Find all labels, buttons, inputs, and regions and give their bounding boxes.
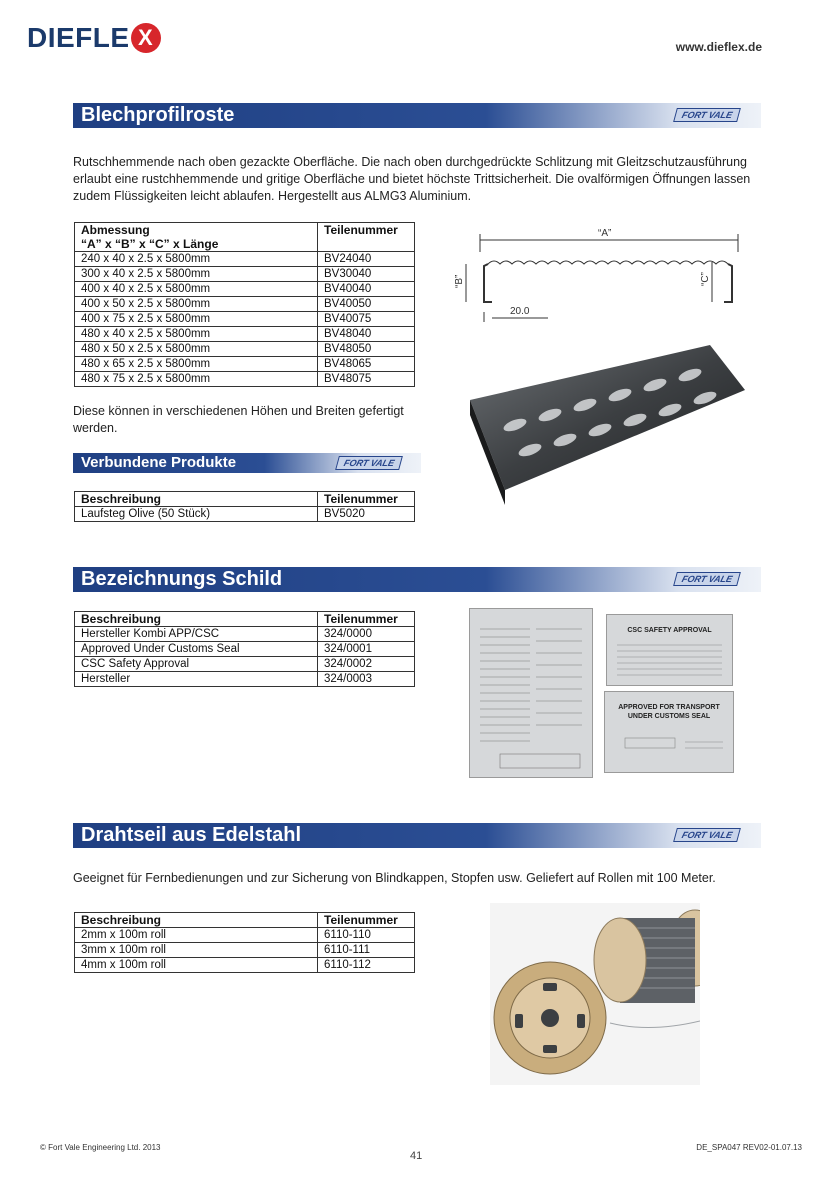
cell-description: Hersteller Kombi APP/CSC [75,627,318,642]
cell-dimension: 480 x 65 x 2.5 x 5800mm [75,357,318,372]
column-header-dimension-line2: “A” x “B” x “C” x Länge [81,237,219,251]
cell-dimension: 480 x 75 x 2.5 x 5800mm [75,372,318,387]
cell-partnumber: BV40075 [318,312,415,327]
draht-intro: Geeignet für Fernbedienungen und zur Sicherung von Blindkappen, Stopfen usw. Geliefert auf Rollen mit 100 Meter. [73,871,716,885]
cell-partnumber: 324/0002 [318,657,415,672]
label-20: 20.0 [510,306,530,317]
column-header-dimension-line1: Abmessung [81,223,150,237]
serrated-top-edge [488,261,728,264]
table-row [75,958,415,973]
cell-partnumber: BV48050 [318,342,415,357]
website-url[interactable]: www.dieflex.de [675,40,762,54]
label-a: “A” [598,228,612,239]
table-row [75,943,415,958]
cell-partnumber: BV40050 [318,297,415,312]
column-header-partnumber: Teilenummer [318,612,415,627]
section-title: Blechprofilroste [81,104,235,126]
cell-partnumber: BV48040 [318,327,415,342]
table-header-row [75,492,415,507]
cell-partnumber: BV48065 [318,357,415,372]
table-row [75,372,415,387]
column-header-description: Beschreibung [75,913,318,928]
draht-table [74,912,415,973]
cell-description: Hersteller [75,672,318,687]
cell-partnumber: 6110-110 [318,928,415,943]
label-b: “B” [454,274,465,288]
logo-text: DIEFLE [27,22,130,53]
cell-partnumber: BV40040 [318,282,415,297]
left-flange [484,264,492,302]
table-row [75,627,415,642]
section-banner-blech [73,103,761,128]
plate-csc-lines [607,615,732,685]
column-header-description: Beschreibung [75,612,318,627]
footer-document-ref: DE_SPA047 REV02-01.07.13 [696,1143,802,1152]
label-c: “C” [700,272,711,286]
cell-dimension: 480 x 50 x 2.5 x 5800mm [75,342,318,357]
cell-description: 4mm x 100m roll [75,958,318,973]
column-header-description: Beschreibung [75,492,318,507]
table-row [75,252,415,267]
cell-dimension: 480 x 40 x 2.5 x 5800mm [75,327,318,342]
cell-partnumber: BV48075 [318,372,415,387]
fort-vale-badge: FORT VALE [673,108,741,122]
cell-dimension: 400 x 75 x 2.5 x 5800mm [75,312,318,327]
blech-table [74,222,415,387]
page-number: 41 [410,1150,423,1162]
table-row [75,357,415,372]
plate-lines [470,609,592,777]
right-flange [724,264,732,302]
cell-partnumber: 324/0003 [318,672,415,687]
column-header-dimension [75,223,318,252]
column-header-partnumber: Teilenummer [318,492,415,507]
table-header-row [75,913,415,928]
schild-table [74,611,415,687]
grating-surface [470,345,745,490]
table-row [75,297,415,312]
fort-vale-badge: FORT VALE [673,572,741,586]
column-header-partnumber: Teilenummer [318,913,415,928]
cell-description: CSC Safety Approval [75,657,318,672]
dieflex-logo [27,22,161,54]
table-row [75,642,415,657]
cell-dimension: 240 x 40 x 2.5 x 5800mm [75,252,318,267]
fort-vale-badge: FORT VALE [335,456,403,470]
table-row [75,327,415,342]
table-row [75,267,415,282]
plate-customs-title-1: APPROVED FOR TRANSPORT [618,704,720,711]
cell-partnumber: BV5020 [318,507,415,522]
cell-partnumber: BV24040 [318,252,415,267]
table-row [75,672,415,687]
cell-partnumber: 324/0001 [318,642,415,657]
section-banner-related [73,453,421,473]
grating-photo [460,340,750,510]
cell-description: Approved Under Customs Seal [75,642,318,657]
section-banner-schild [73,567,761,592]
cell-description: 3mm x 100m roll [75,943,318,958]
table-header-row [75,223,415,252]
cell-description: Laufsteg Olive (50 Stück) [75,507,318,522]
cell-dimension: 400 x 50 x 2.5 x 5800mm [75,297,318,312]
table-row [75,282,415,297]
plate-csc-image [606,614,733,686]
related-table [74,491,415,522]
blech-intro: Rutschhemmende nach oben gezackte Oberfläche. Die nach oben durchgedrückte Schlitzung mit Gleitzschutzausführung erlaubt eine rustchhemmende und gritige Oberfläche und bietet höchste Trittsicherheit. Die ovalförmigen Öffnungen lassen zudem Flüssigkeiten leicht ablaufen. Hergestellt aus ALMG3 Aluminium. [73,155,751,203]
cell-description: 2mm x 100m roll [75,928,318,943]
plate-customs-lines [605,692,733,772]
cell-dimension: 300 x 40 x 2.5 x 5800mm [75,267,318,282]
cable-reel-photo [490,903,700,1085]
table-row [75,507,415,522]
cell-partnumber: 324/0000 [318,627,415,642]
cell-partnumber: 6110-112 [318,958,415,973]
cell-dimension: 400 x 40 x 2.5 x 5800mm [75,282,318,297]
logo-x-mark: X [131,23,161,53]
table-row [75,342,415,357]
cell-partnumber: BV30040 [318,267,415,282]
blech-note: Diese können in verschiedenen Höhen und Breiten gefertigt werden. [73,404,404,435]
table-row [75,312,415,327]
section-banner-draht [73,823,761,848]
section-title: Drahtseil aus Edelstahl [81,824,302,846]
plate-customs-image [604,691,734,773]
footer-copyright: © Fort Vale Engineering Ltd. 2013 [40,1143,161,1152]
table-row [75,928,415,943]
cell-partnumber: 6110-111 [318,943,415,958]
table-header-row [75,612,415,627]
section-title: Bezeichnungs Schild [81,568,283,590]
plate-csc-title: CSC SAFETY APPROVAL [627,627,712,634]
plate-combi-image [469,608,593,778]
table-row [75,657,415,672]
column-header-partnumber: Teilenummer [318,223,415,252]
fort-vale-badge: FORT VALE [673,828,741,842]
plate-customs-title-2: UNDER CUSTOMS SEAL [627,713,711,720]
profile-drawing [448,222,748,332]
section-title: Verbundene Produkte [81,454,237,471]
